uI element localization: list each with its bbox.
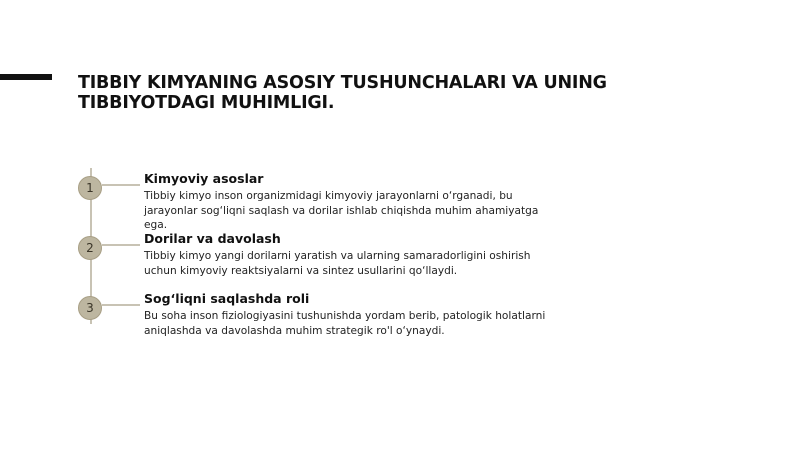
step-number-badge: 3 xyxy=(78,296,102,320)
step-connector xyxy=(102,304,140,306)
step-heading: Dorilar va davolash xyxy=(144,231,281,246)
title-accent-bar xyxy=(0,74,52,80)
step-description: Tibbiy kimyo yangi dorilarni yaratish va ularning samaradorligini oshirish uchun kimyoviy reaktsiyalarni va sintez usullarini qo‘llaydi. xyxy=(144,250,531,277)
slide-title: TIBBIY KIMYANING ASOSIY TUSHUNCHALARI VA UNING TIBBIYOTDAGI MUHIMLIGI. xyxy=(78,73,607,113)
step-heading: Sog‘liqni saqlashda roli xyxy=(144,291,310,306)
step-heading: Kimyoviy asoslar xyxy=(144,171,264,186)
step-connector xyxy=(102,244,140,246)
step-number-badge: 2 xyxy=(78,236,102,260)
step-connector xyxy=(102,184,140,186)
step-description: Bu soha inson fiziologiyasini tushunishda yordam berib, patologik holatlarni aniqlashda va davolashda muhim strategik ro'l o‘ynaydi. xyxy=(144,310,546,337)
step-number-badge: 1 xyxy=(78,176,102,200)
step-description: Tibbiy kimyo inson organizmidagi kimyoviy jarayonlarni o‘rganadi, bu jarayonlar sog‘liqni saqlash va dorilar ishlab chiqishda muhim ahamiyatga ega. xyxy=(144,190,539,231)
